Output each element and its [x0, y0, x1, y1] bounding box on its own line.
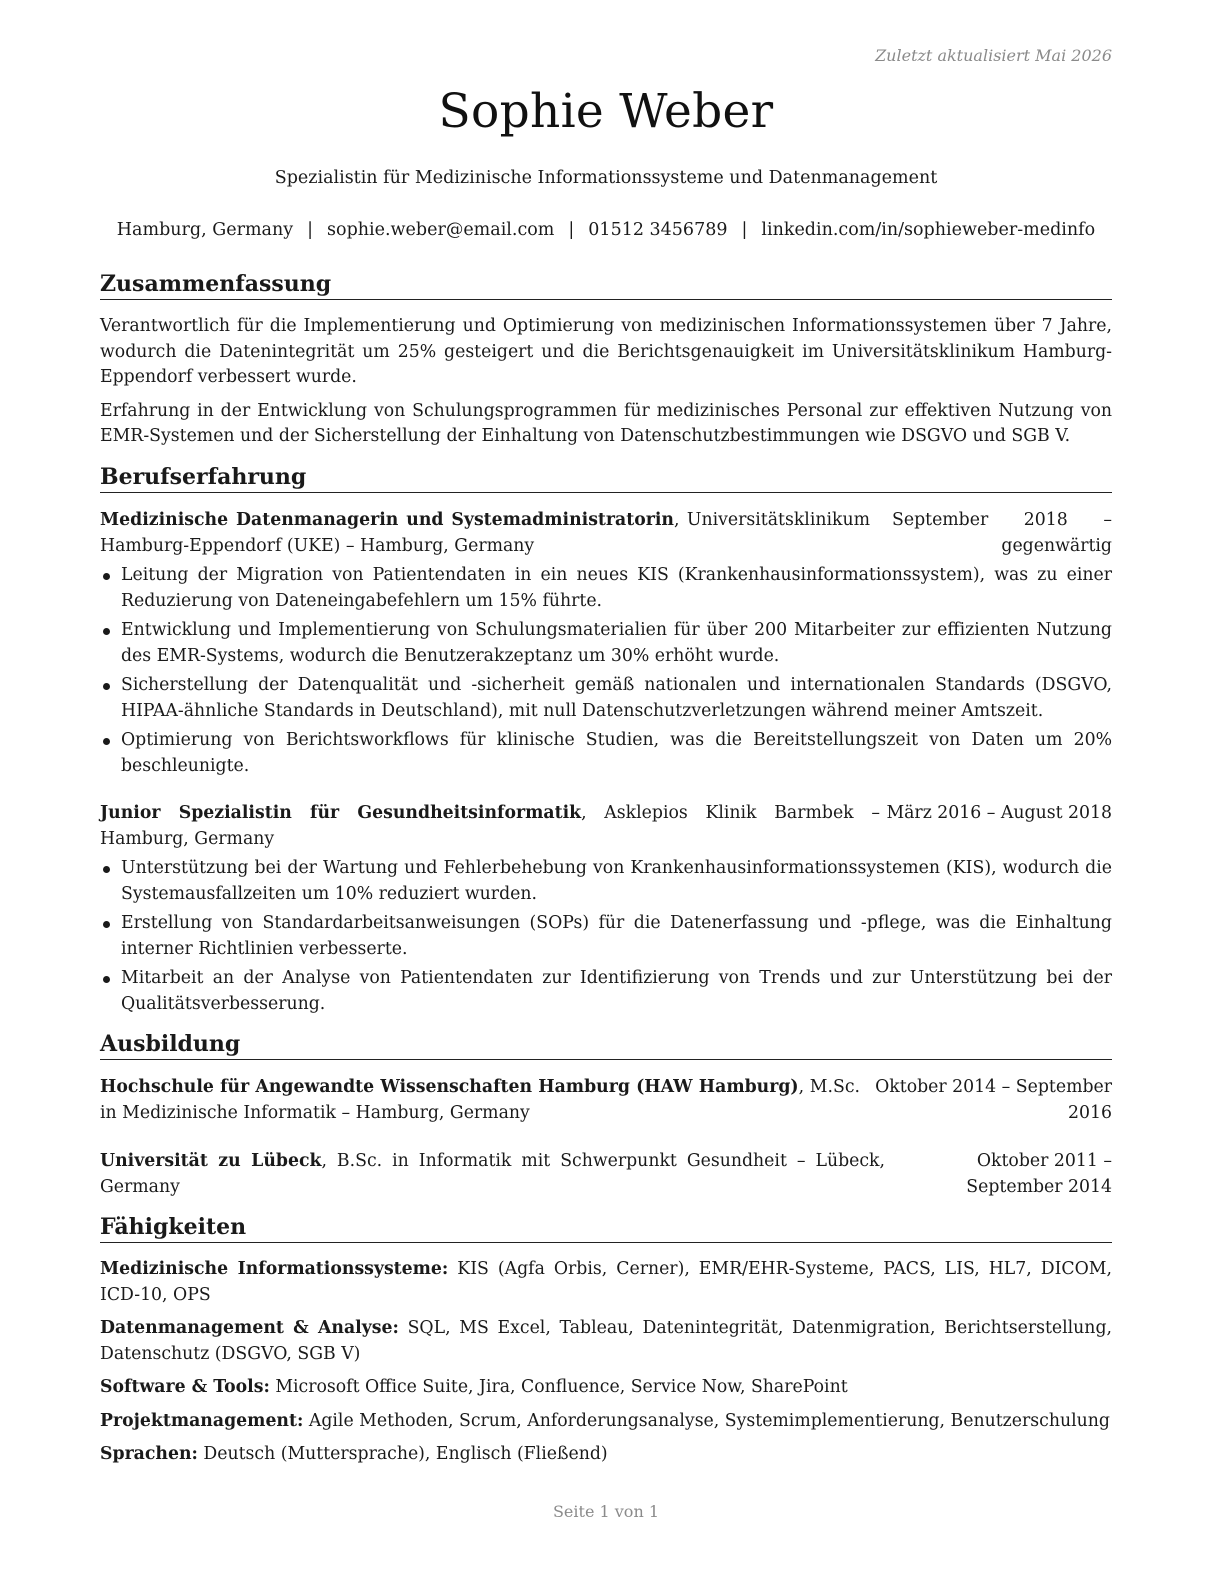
list-item [100, 673, 1112, 724]
skill-value: SQL, MS Excel, Tableau, Datenintegrität, Datenmigration, Berichtserstellung, Datenschutz (DSGVO, SGB V) [100, 1318, 1112, 1364]
skill-label: Datenmanagement & Analyse: [100, 1318, 399, 1338]
skill-label: Projektmanagement: [100, 1410, 304, 1431]
job-title-block [100, 801, 880, 852]
job-date: September 2018 – gegenwärtig [892, 510, 1112, 556]
contact-separator: | [307, 220, 314, 240]
job-bullet-list [100, 856, 1112, 1017]
contact-linkedin[interactable]: linkedin.com/in/sophieweber-medinfo [761, 220, 1096, 240]
education-title-block [100, 1149, 885, 1200]
candidate-subtitle: Spezialistin für Medizinische Informationssysteme und Datenmanagement [274, 168, 938, 188]
page-number: Seite 1 von 1 [552, 1502, 660, 1521]
job-header [100, 801, 1112, 852]
skill-value: Agile Methoden, Scrum, Anforderungsanalyse, Systemimplementierung, Benutzerschulung [303, 1410, 1110, 1431]
candidate-name: Sophie Weber [438, 84, 774, 139]
list-item [100, 618, 1112, 669]
list-item [100, 563, 1112, 614]
bullet-text: Leitung der Migration von Patientendaten in ein neues KIS (Krankenhausinformationssystem), was zu einer Reduzierung von Dateneingabefehlern um 15% führte. [121, 565, 1112, 611]
last-updated: Zuletzt aktualisiert Mai 2026 [875, 46, 1112, 65]
bullet-text: Erstellung von Standardarbeitsanweisungen (SOPs) für die Datenerfassung und -pflege, was die Einhaltung interner Richtlinien verbesserte. [121, 913, 1112, 959]
job-entry [100, 508, 1112, 779]
job-title: Junior Spezialistin für Gesundheitsinformatik [100, 803, 582, 823]
job-header [100, 508, 1112, 559]
skill-value: KIS (Agfa Orbis, Cerner), EMR/EHR-Systeme, PACS, LIS, HL7, DICOM, ICD-10, OPS [100, 1259, 1112, 1305]
summary-paragraph: Verantwortlich für die Implementierung und Optimierung von medizinischen Informationssystemen über 7 Jahre, wodurch die Datenintegrität um 25% gesteigert und die Berichtsgenauigkeit im Universitätsklinikum Hamburg-Eppendorf verbessert wurde. [100, 316, 1112, 387]
education-section [100, 1030, 1112, 1200]
list-item [100, 966, 1112, 1017]
job-entry [100, 801, 1112, 1017]
skill-line [100, 1409, 1112, 1435]
experience-section [100, 463, 1112, 1021]
contact-email[interactable]: sophie.weber@email.com [327, 220, 555, 240]
bullet-icon [103, 683, 110, 690]
skills-section [100, 1213, 1112, 1476]
contact-separator: | [568, 220, 575, 240]
bullet-text: Sicherstellung der Datenqualität und -sicherheit gemäß nationalen und internationalen Standards (DSGVO, HIPAA-ähnliche Standards in Deutschland), mit null Datenschutzverletzungen während meiner Amtszeit. [121, 675, 1112, 721]
skill-value: Microsoft Office Suite, Jira, Confluence, Service Now, SharePoint [269, 1377, 848, 1397]
section-heading-summary: Zusammenfassung [100, 270, 1112, 300]
education-title-block [100, 1075, 860, 1126]
list-item [100, 728, 1112, 779]
job-date: März 2016 – August 2018 [886, 803, 1112, 823]
bullet-icon [103, 976, 110, 983]
education-school: Hochschule für Angewandte Wissenschaften Hamburg (HAW Hamburg) [100, 1077, 799, 1097]
skill-label: Software & Tools: [100, 1377, 270, 1397]
contact-phone: 01512 3456789 [588, 220, 728, 240]
skill-value: Deutsch (Muttersprache), Englisch (Fließend) [197, 1444, 608, 1464]
skill-line [100, 1375, 1112, 1401]
list-item [100, 911, 1112, 962]
summary-paragraph: Erfahrung in der Entwicklung von Schulungsprogrammen für medizinisches Personal zur effektiven Nutzung von EMR-Systemen und der Sicherstellung der Einhaltung von Datenschutzbestimmungen wie DSGVO und SGB V. [100, 400, 1112, 446]
section-heading-education: Ausbildung [100, 1030, 1112, 1060]
bullet-text: Optimierung von Berichtsworkflows für klinische Studien, was die Bereitstellungszeit von Daten um 20% beschleunigte. [121, 730, 1112, 776]
section-heading-experience: Berufserfahrung [100, 463, 1112, 493]
bullet-text: Entwicklung und Implementierung von Schulungsmaterialien für über 200 Mitarbeiter zur effizienten Nutzung des EMR-Systems, wodurch die Benutzerakzeptanz um 30% erhöht wurde. [121, 620, 1112, 666]
education-entry [100, 1075, 1112, 1126]
education-date: Oktober 2014 – September 2016 [875, 1077, 1112, 1123]
bullet-icon [103, 866, 110, 873]
education-date: Oktober 2011 – September 2014 [966, 1151, 1112, 1197]
job-organization: , Universitätsklinikum Hamburg-Eppendorf (UKE) – Hamburg, Germany [100, 510, 870, 556]
skill-line [100, 1442, 1112, 1468]
job-title-block [100, 508, 870, 559]
job-bullet-list [100, 563, 1112, 779]
bullet-text: Unterstützung bei der Wartung und Fehlerbehebung von Krankenhausinformationssystemen (KIS), wodurch die Systemausfallzeiten um 10% reduziert wurden. [121, 858, 1112, 904]
section-heading-skills: Fähigkeiten [100, 1213, 1112, 1243]
education-entry [100, 1149, 1112, 1200]
skill-label: Sprachen: [100, 1444, 198, 1464]
contact-location: Hamburg, Germany [116, 220, 294, 240]
bullet-icon [103, 921, 110, 928]
education-school: Universität zu Lübeck [100, 1151, 322, 1171]
skill-label: Medizinische Informationssysteme: [100, 1259, 449, 1279]
bullet-icon [103, 628, 110, 635]
bullet-text: Mitarbeit an der Analyse von Patientendaten zur Identifizierung von Trends und zur Unterstützung bei der Qualitätsverbesserung. [121, 968, 1112, 1014]
education-detail: , B.Sc. in Informatik mit Schwerpunkt Gesundheit – Lübeck, Germany [100, 1151, 886, 1197]
contact-separator: | [741, 220, 748, 240]
skill-line [100, 1257, 1112, 1308]
bullet-icon [103, 738, 110, 745]
skill-line [100, 1316, 1112, 1367]
list-item [100, 856, 1112, 907]
bullet-icon [103, 573, 110, 580]
education-detail: , M.Sc. in Medizinische Informatik – Hamburg, Germany [100, 1077, 861, 1123]
contact-line [100, 220, 1112, 240]
summary-section [100, 270, 1112, 450]
job-organization: , Asklepios Klinik Barmbek – Hamburg, Germany [100, 803, 880, 849]
job-title: Medizinische Datenmanagerin und Systemadministratorin [100, 510, 674, 530]
